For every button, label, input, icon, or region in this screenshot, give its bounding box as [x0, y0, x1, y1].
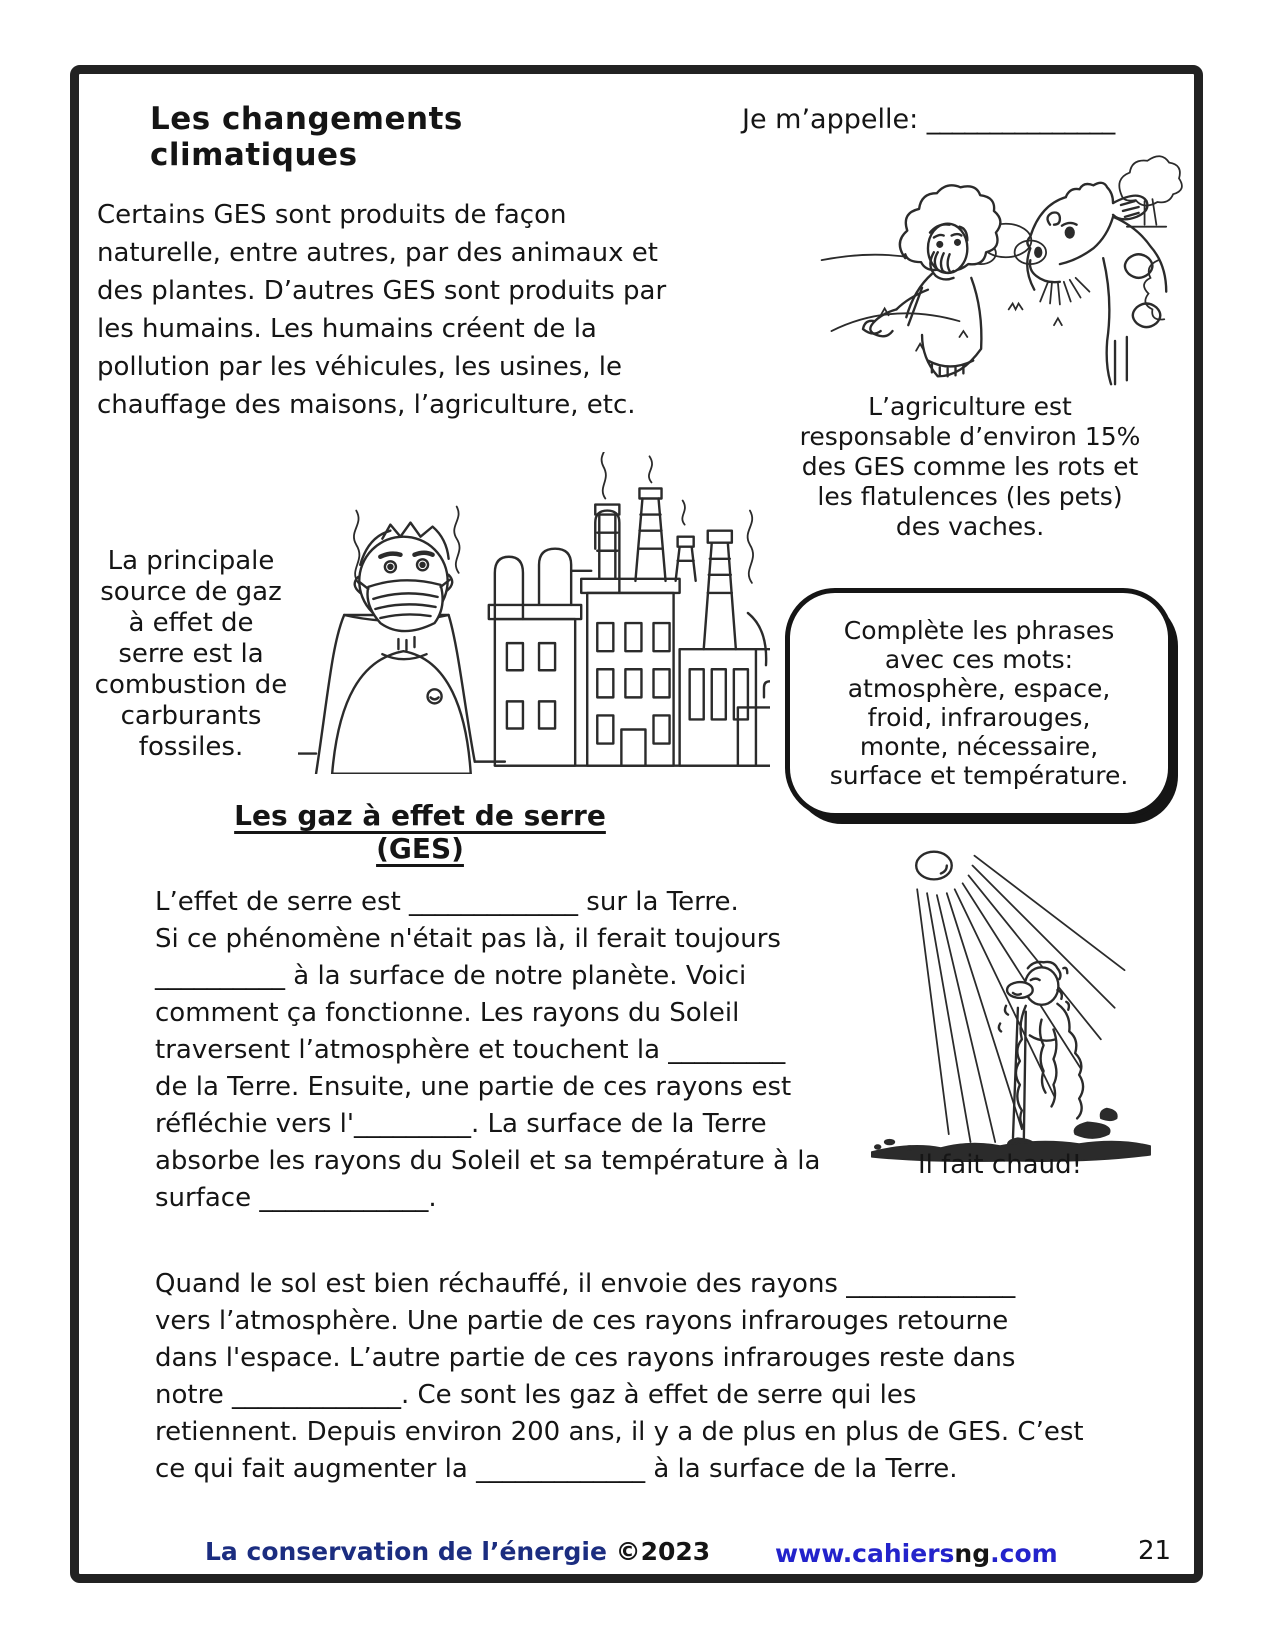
masked-man-factory-illustration — [298, 452, 770, 774]
text-line: les flatulences (les pets) — [817, 482, 1123, 511]
text-line: La principale — [107, 546, 275, 576]
page-number: 21 — [1138, 1536, 1172, 1566]
text-line: combustion de — [94, 670, 288, 700]
woman-and-cow-illustration — [782, 142, 1196, 398]
name-blank-line[interactable]: _______________ — [926, 104, 1115, 135]
text-line: Si ce phénomène n'était pas là, il ferait toujours — [155, 924, 781, 954]
text-line: Quand le sol est bien réchauffé, il envoie des rayons _____________ — [155, 1269, 1016, 1299]
text-line: retiennent. Depuis environ 200 ans, il y a de plus en plus de GES. C’est — [155, 1417, 1084, 1447]
text-line: L’effet de serre est _____________ sur la Terre. — [155, 887, 739, 917]
text-line: Complète les phrases — [843, 616, 1115, 645]
text-line: absorbe les rayons du Soleil et sa température à la — [155, 1146, 821, 1176]
text-line: des GES comme les rots et — [801, 452, 1139, 481]
text-line: froid, infrarouges, — [867, 703, 1091, 732]
fossil-fuel-caption — [72, 546, 310, 763]
footer-year: ©2023 — [615, 1537, 711, 1566]
text-line: avec ces mots: — [884, 645, 1074, 674]
intro-paragraph — [97, 196, 757, 424]
text-line: L’agriculture est — [868, 392, 1072, 421]
sun-sweating-man-illustration — [852, 812, 1168, 1164]
text-line: pollution par les véhicules, les usines, le — [97, 352, 623, 382]
section-heading: Les gaz à effet de serre (GES) — [234, 799, 606, 865]
text-line: réfléchie vers l'_________. La surface de la Terre — [155, 1109, 767, 1139]
text-line: monte, nécessaire, — [859, 732, 1099, 761]
agriculture-caption — [752, 392, 1188, 542]
text-line: Certains GES sont produits de façon — [97, 200, 567, 230]
hot-caption: Il fait chaud! — [917, 1150, 1083, 1180]
text-line: comment ça fonctionne. Les rayons du Soleil — [155, 998, 740, 1028]
word-bank-box — [785, 588, 1173, 818]
text-line: surface _____________. — [155, 1183, 437, 1213]
footer-url-mid: ng — [954, 1539, 991, 1568]
name-field — [742, 104, 1114, 135]
name-label: Je m’appelle: — [742, 104, 927, 135]
text-line: naturelle, entre autres, par des animaux et — [97, 238, 658, 268]
text-line: des plantes. D’autres GES sont produits par — [97, 276, 667, 306]
text-line: atmosphère, espace, — [847, 674, 1111, 703]
text-line: les humains. Les humains créent de la — [97, 314, 597, 344]
text-line: __________ à la surface de notre planète. Voici — [155, 961, 747, 991]
footer-url-prefix: www.cahiers — [775, 1539, 955, 1568]
footer-brand — [205, 1537, 710, 1566]
text-line: responsable d’environ 15% — [799, 422, 1141, 451]
word-bank-text — [830, 616, 1129, 790]
fill-paragraph-1 — [155, 884, 875, 1217]
text-line: des vaches. — [895, 512, 1045, 541]
footer-brand-text: La conservation de l’énergie — [205, 1537, 616, 1566]
text-line: fossiles. — [138, 732, 244, 762]
text-line: source de gaz — [100, 577, 282, 607]
text-line: carburants — [120, 701, 262, 731]
text-line: dans l'espace. L’autre partie de ces rayons infrarouges reste dans — [155, 1343, 1016, 1373]
text-line: ce qui fait augmenter la _____________ à la surface de la Terre. — [155, 1454, 958, 1484]
text-line: vers l’atmosphère. Une partie de ces rayons infrarouges retourne — [155, 1306, 1009, 1336]
text-line: notre _____________. Ce sont les gaz à effet de serre qui les — [155, 1380, 917, 1410]
fill-paragraph-2 — [155, 1266, 1115, 1488]
footer-url[interactable] — [775, 1539, 1058, 1568]
footer-url-suffix: .com — [990, 1539, 1058, 1568]
text-line: serre est la — [118, 639, 264, 669]
text-line: de la Terre. Ensuite, une partie de ces rayons est — [155, 1072, 792, 1102]
text-line: chauffage des maisons, l’agriculture, etc. — [97, 390, 636, 420]
text-line: à effet de — [128, 608, 254, 638]
page-title: Les changements climatiques — [150, 101, 463, 173]
text-line: traversent l’atmosphère et touchent la _________ — [155, 1035, 786, 1065]
text-line: surface et température. — [829, 761, 1129, 790]
